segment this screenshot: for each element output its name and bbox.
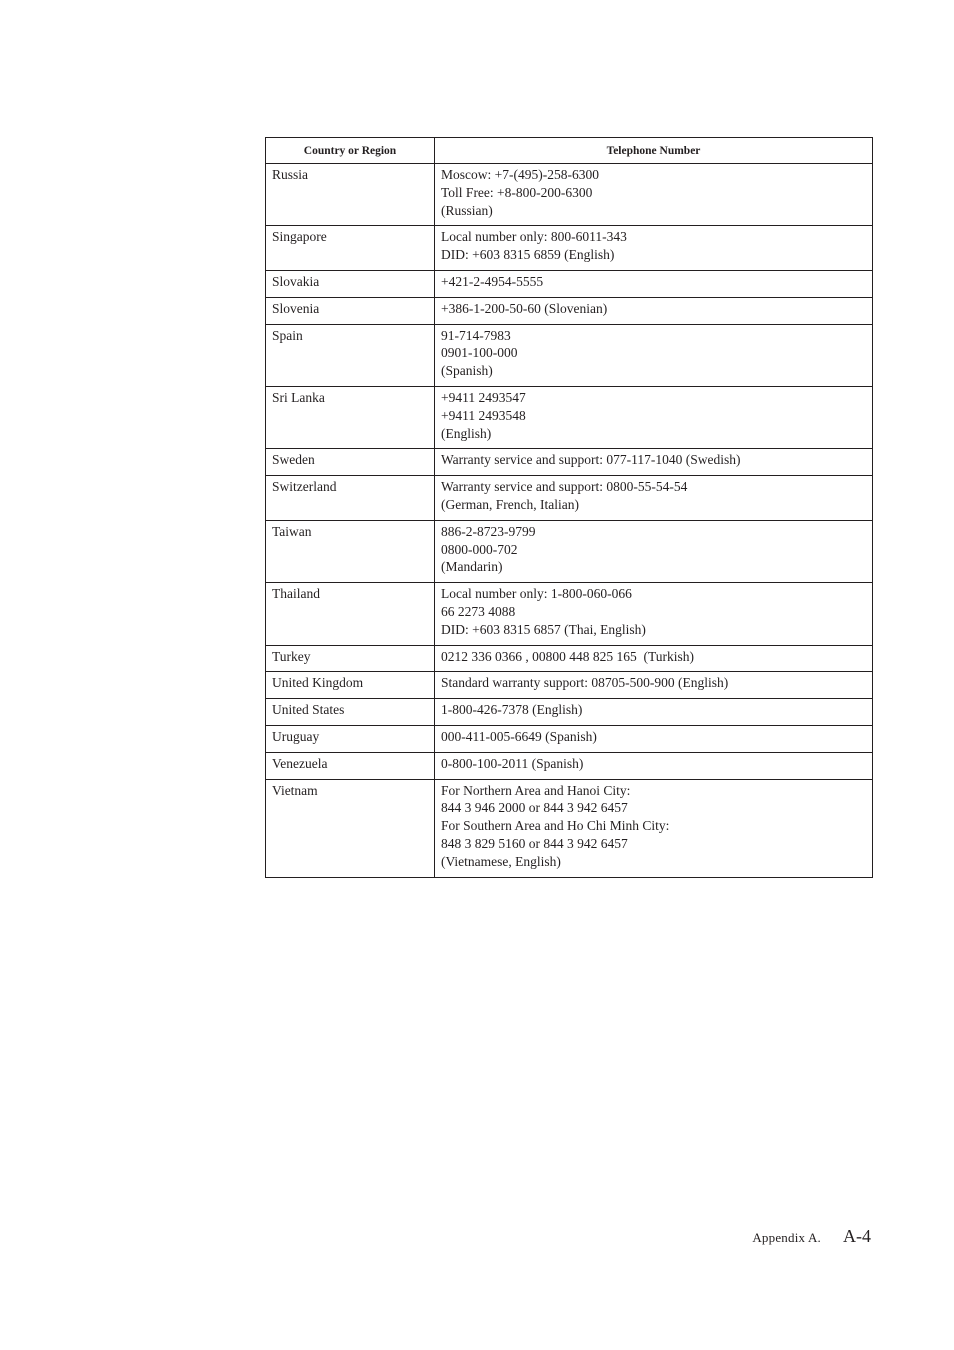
- table-row: [266, 476, 873, 521]
- table-row: [266, 699, 873, 726]
- telephone-line: For Northern Area and Hanoi City:: [441, 782, 631, 798]
- telephone-cell: [435, 672, 873, 699]
- telephone-line: 844 3 946 2000 or 844 3 942 6457: [441, 800, 628, 816]
- telephone-cell: [435, 297, 873, 324]
- telephone-line: For Southern Area and Ho Chi Minh City:: [441, 818, 670, 834]
- telephone-line: (Russian): [441, 202, 493, 218]
- telephone-line: Warranty service and support: 077-117-1040 (Swedish): [441, 452, 741, 468]
- table-row: [266, 449, 873, 476]
- table-row: [266, 226, 873, 271]
- country-cell: Taiwan: [266, 520, 435, 582]
- telephone-cell: [435, 270, 873, 297]
- telephone-line: Local number only: 1-800-060-066: [441, 586, 632, 602]
- table-row: [266, 583, 873, 645]
- telephone-line: Toll Free: +8-800-200-6300: [441, 184, 593, 200]
- telephone-cell: [435, 164, 873, 226]
- telephone-line: (German, French, Italian): [441, 496, 579, 512]
- telephone-line: +9411 2493547: [441, 389, 526, 405]
- table-row: [266, 270, 873, 297]
- country-cell: United States: [266, 699, 435, 726]
- telephone-line: +386-1-200-50-60 (Slovenian): [441, 300, 608, 316]
- telephone-line: 0800-000-702: [441, 541, 518, 557]
- telephone-cell: [435, 520, 873, 582]
- telephone-line: 1-800-426-7378 (English): [441, 702, 583, 718]
- country-cell: Venezuela: [266, 752, 435, 779]
- telephone-line: +421-2-4954-5555: [441, 273, 544, 289]
- table-row: [266, 779, 873, 877]
- telephone-line: (Vietnamese, English): [441, 853, 561, 869]
- telephone-cell: [435, 583, 873, 645]
- telephone-line: Local number only: 800-6011-343: [441, 229, 627, 245]
- header-telephone: Telephone Number: [435, 138, 873, 164]
- country-cell: United Kingdom: [266, 672, 435, 699]
- country-cell: Slovenia: [266, 297, 435, 324]
- telephone-cell: [435, 645, 873, 672]
- table-row: [266, 752, 873, 779]
- country-cell: Slovakia: [266, 270, 435, 297]
- country-cell: Singapore: [266, 226, 435, 271]
- telephone-line: 848 3 829 5160 or 844 3 942 6457: [441, 835, 628, 851]
- telephone-line: 0212 336 0366 , 00800 448 825 165 (Turkish): [441, 648, 695, 664]
- telephone-line: 000-411-005-6649 (Spanish): [441, 728, 597, 744]
- telephone-line: +9411 2493548: [441, 407, 526, 423]
- country-cell: Sweden: [266, 449, 435, 476]
- telephone-line: 886-2-8723-9799: [441, 523, 536, 539]
- telephone-line: 0-800-100-2011 (Spanish): [441, 755, 584, 771]
- telephone-cell: [435, 699, 873, 726]
- telephone-cell: [435, 752, 873, 779]
- table-row: [266, 164, 873, 226]
- table-row: [266, 645, 873, 672]
- support-phone-table: [265, 137, 873, 878]
- telephone-line: 91-714-7983: [441, 327, 511, 343]
- telephone-line: Moscow: +7-(495)-258-6300: [441, 167, 599, 182]
- telephone-line: Warranty service and support: 0800-55-54-54: [441, 479, 688, 495]
- country-cell: Uruguay: [266, 725, 435, 752]
- telephone-cell: [435, 226, 873, 271]
- table-row: [266, 725, 873, 752]
- table-row: [266, 386, 873, 448]
- table-row: [266, 672, 873, 699]
- country-cell: Switzerland: [266, 476, 435, 521]
- telephone-line: 0901-100-000: [441, 345, 518, 361]
- telephone-cell: [435, 779, 873, 877]
- country-cell: Sri Lanka: [266, 386, 435, 448]
- header-country: Country or Region: [266, 138, 435, 164]
- country-cell: Spain: [266, 324, 435, 386]
- table-body: [266, 164, 873, 878]
- telephone-line: DID: +603 8315 6859 (English): [441, 247, 615, 263]
- telephone-cell: [435, 725, 873, 752]
- telephone-line: (Spanish): [441, 363, 493, 379]
- appendix-label: Appendix A.: [752, 1230, 821, 1245]
- table-row: [266, 324, 873, 386]
- table-row: [266, 297, 873, 324]
- page-number: A-4: [843, 1226, 871, 1246]
- country-cell: Turkey: [266, 645, 435, 672]
- country-cell: Vietnam: [266, 779, 435, 877]
- country-cell: Russia: [266, 164, 435, 226]
- telephone-line: DID: +603 8315 6857 (Thai, English): [441, 621, 646, 637]
- telephone-cell: [435, 324, 873, 386]
- page-footer: [752, 1226, 871, 1247]
- telephone-cell: [435, 449, 873, 476]
- table-row: [266, 520, 873, 582]
- telephone-line: (English): [441, 425, 492, 441]
- telephone-line: Standard warranty support: 08705-500-900 (English): [441, 675, 729, 691]
- table-header-row: [266, 138, 873, 164]
- telephone-line: 66 2273 4088: [441, 603, 516, 619]
- telephone-cell: [435, 476, 873, 521]
- country-cell: Thailand: [266, 583, 435, 645]
- telephone-line: (Mandarin): [441, 559, 503, 575]
- telephone-cell: [435, 386, 873, 448]
